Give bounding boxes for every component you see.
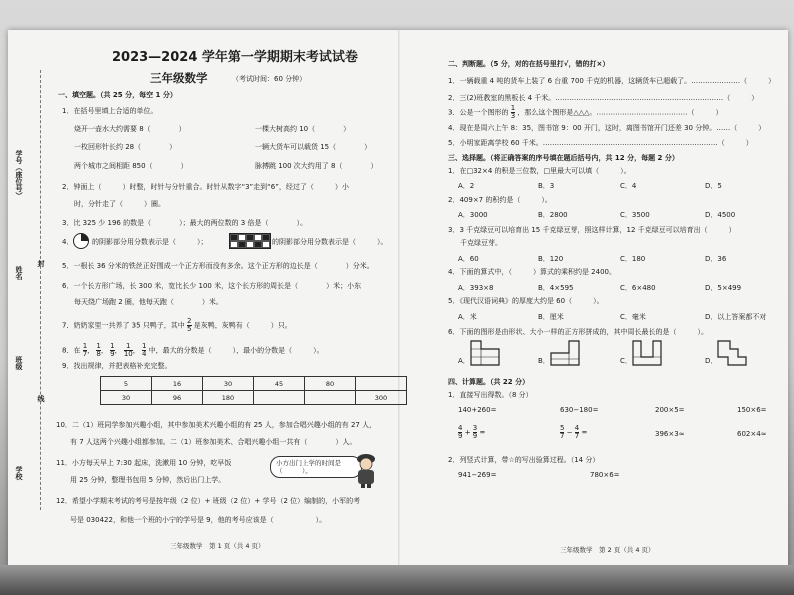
table-cell: 96 — [152, 391, 203, 405]
calc-item: 150×6= — [737, 406, 767, 414]
q1-item: 一辆大货车可以载货 15（ ） — [255, 143, 372, 151]
question-5: 5．一根长 36 分米的铁丝正好围成一个正方形而没有多余。这个正方形的边长是（ ）分米。 — [62, 262, 374, 270]
question-10-line1: 10．二（1）班同学参加兴趣小组，其中参加美术兴趣小组的有 25 人，参加合唱兴趣小组的有 27 人， — [56, 421, 377, 429]
q8-fraction: $\frac{1}{7}$ — [82, 342, 88, 358]
question-4-num: 4． — [62, 238, 74, 246]
choice-option: C．6×480 — [620, 284, 656, 292]
q7-text-a: 7．奶奶家里一共养了 35 只鸭子，其中 — [62, 321, 185, 330]
choice-option: C．3500 — [620, 211, 650, 219]
q8-fraction: $\frac{1}{8}$ — [96, 342, 101, 358]
calc-2: 2．列竖式计算，带☆的写出验算过程。（14 分） — [448, 456, 600, 464]
j3-text-a: 3．公是一个图形的 — [448, 108, 509, 117]
calc-fraction-add: $\frac{4}{9}$ + $\frac{3}{9}$ = — [458, 424, 486, 440]
q8-fraction: $\frac{1}{10}$ — [123, 342, 133, 358]
table-cell — [305, 391, 356, 405]
u-shape-figure-c — [632, 340, 662, 366]
choice-1: 1．在□32×4 的积是三位数，□里最大可以填（ ）。 — [448, 167, 631, 175]
question-11-line1: 11．小方每天早上 7:30 起床，洗漱用 10 分钟，吃早饭 — [56, 459, 232, 467]
choice-option: A．米 — [458, 313, 477, 321]
choice-option: A． — [458, 357, 470, 365]
page-footer-1: 三年级数学 第 1 页（共 4 页） — [170, 542, 265, 550]
seal-char: 封 — [37, 260, 45, 267]
q8-text-a: 8．在 — [62, 346, 81, 355]
table-cell: 5 — [101, 377, 152, 391]
judge-3 — [448, 105, 723, 120]
exam-subject: 三年级数学 — [150, 71, 208, 85]
choice-5: 5．《现代汉语词典》的厚度大约是 60（ ）。 — [448, 297, 604, 305]
choice-option: D． — [705, 357, 718, 365]
j3-fraction: $\frac{1}{3}$ — [510, 104, 516, 120]
l-shape-figure-a — [470, 340, 500, 366]
question-4-part2: 的阴影部分用分数表示是（ ）。 — [272, 238, 388, 246]
choice-3-line1: 3．3 千克绿豆可以培育出 15 千克绿豆芽，照这样计算，12 千克绿豆可以培育出（ ） — [448, 226, 736, 234]
judge-2: 2．三(2)班教室的黑板长 4 千米。………………………………………………………………（ ） — [448, 94, 759, 102]
q8-fraction: $\frac{1}{4}$ — [141, 342, 147, 358]
q1-item: 脉搏跳 100 次大约用了 8（ ） — [255, 162, 378, 170]
question-10-line2: 有 7 人这两个兴趣小组都参加。二（1）班参加美术、合唱兴趣小组一共有（ ）人。 — [70, 438, 357, 446]
question-6-line1: 6．一个长方形广场，长 300 米，宽比长少 100 米，这个长方形的周长是（ ）米；小东 — [62, 282, 362, 290]
calc-item: 602×4≈ — [737, 430, 767, 438]
step-shape-figure-b — [550, 340, 580, 366]
judge-4: 4．现在是周六上午 8：35，图书馆 9：00 开门，这时，离图书馆开门还差 30 分钟。……（ ） — [448, 124, 766, 132]
question-12-line1: 12．希望小学期末考试的考号是按年级（2 位）+ 班级（2 位）+ 学号（2 位）编制的，小军的考 — [56, 497, 361, 505]
table-cell: 16 — [152, 377, 203, 391]
table-row — [101, 391, 407, 405]
table-cell: 80 — [305, 377, 356, 391]
q7-text-b: 是灰鸭，灰鸭有（ ）只。 — [193, 321, 292, 330]
choice-4: 4．下面的算式中，（ ）算式的乘积约是 2400。 — [448, 268, 616, 276]
choice-option: B．3 — [538, 182, 555, 190]
choice-option: B．120 — [538, 255, 564, 263]
table-cell — [356, 377, 407, 391]
choice-option: D．以上答案都不对 — [705, 313, 767, 321]
student-name-label: 姓名 — [15, 266, 23, 280]
question-9: 9．找出规律，并把表格补充完整。 — [62, 362, 172, 370]
question-4-part1: 的阴影部分用分数表示是（ ）； — [92, 238, 208, 246]
class-label: 班级 — [15, 356, 23, 370]
choice-option: D．4500 — [705, 211, 736, 219]
table-cell: 45 — [254, 377, 305, 391]
school-label: 学校 — [15, 466, 23, 480]
choice-option: A．3000 — [458, 211, 488, 219]
choice-option: B． — [538, 357, 550, 365]
q1-item: 烧开一壶水大约需要 8（ ） — [74, 125, 186, 133]
calc-vertical: 941−269= — [458, 471, 497, 479]
choice-option: A．393×8 — [458, 284, 494, 292]
question-12-line2: 号是 030422，和他一个班的小宁的学号是 9，他的考号应该是（ ）。 — [70, 516, 327, 524]
page-fold — [398, 30, 400, 570]
choice-option: D．5×499 — [705, 284, 742, 292]
choice-option: A．60 — [458, 255, 479, 263]
seal-line — [40, 70, 41, 510]
choice-option: C．毫米 — [620, 313, 646, 321]
z-shape-figure-d — [717, 340, 747, 366]
calc-item: 630−180= — [560, 406, 599, 414]
calc-fraction-sub: $\frac{5}{7}$ − $\frac{4}{7}$ = — [560, 424, 588, 440]
exam-title: 2023—2024 学年第一学期期末考试试卷 — [112, 50, 358, 65]
calc-item: 200×5= — [655, 406, 685, 414]
q1-item: 两个城市之间相距 850（ ） — [74, 162, 188, 170]
table-edge — [0, 565, 794, 595]
q8-fraction: $\frac{1}{9}$ — [110, 342, 115, 358]
choice-option: D．5 — [705, 182, 722, 190]
pie-shaded-figure — [73, 233, 89, 249]
exam-time: （考试时间：60 分钟） — [232, 75, 307, 83]
grid-shaded-figure — [229, 233, 271, 249]
choice-option: C．4 — [620, 182, 637, 190]
question-7 — [62, 318, 292, 333]
j3-text-b: ，那么这个图形是△△△。…………………………………（ ） — [517, 108, 723, 117]
question-3: 3．比 325 少 196 的数是（ ）；最大的两位数的 3 倍是（ ）。 — [62, 219, 307, 227]
choice-6: 6．下面的图形是由形状、大小一样的正方形拼成的，其中周长最长的是（ ）。 — [448, 328, 708, 336]
choice-option: C． — [620, 357, 632, 365]
calc-item: 396×3≈ — [655, 430, 685, 438]
table-cell: 30 — [101, 391, 152, 405]
question-2-line1: 2．钟面上（ ）时整，时针与分针重合。时针从数字“3”走到“6”，经过了（ ）小 — [62, 183, 349, 191]
table-cell: 300 — [356, 391, 407, 405]
question-11-line2: 用 25 分钟，整理书包用 5 分钟，然后出门上学。 — [70, 476, 226, 484]
question-8: 8．在 $\frac{1}{7}$ ， $\frac{1}{8}$ ， $\frac{1}{9}$ ， $\frac{1}{10}$ ， $\frac{1}{4}$ 中，最大的分数是（ ），最小的分数是（ ）。 — [62, 342, 324, 358]
choice-option: A．2 — [458, 182, 475, 190]
q1-item: 一棵大树高约 10（ ） — [255, 125, 351, 133]
student-cartoon-icon — [352, 452, 380, 488]
section1-heading: 一、填空题。（共 25 分，每空 1 分） — [58, 91, 177, 99]
q1-item: 一枚回形针长约 28（ ） — [74, 143, 177, 151]
section3-heading: 三、选择题。（将正确答案的序号填在题后括号内，共 12 分，每题 2 分） — [448, 154, 679, 162]
choice-option: B．厘米 — [538, 313, 564, 321]
q7-fraction: $\frac{2}{5}$ — [187, 317, 192, 333]
table-row — [101, 377, 407, 391]
q8-text-b: 中，最大的分数是（ ），最小的分数是（ ）。 — [148, 346, 324, 355]
judge-5: 5．小明家距离学校 60 千米。…………………………………………………………………（ ） — [448, 139, 753, 147]
pattern-table — [100, 376, 407, 405]
choice-option: B．4×595 — [538, 284, 574, 292]
calc-1: 1．直接写出得数。（8 分） — [448, 391, 533, 399]
judge-1: 1．一辆载重 4 吨的货车上装了 6 台重 700 千克的机器，这辆货车已超载了。…………………（ ） — [448, 77, 776, 85]
question-2-line2: 时，分针走了（ ）圈。 — [74, 200, 165, 208]
line-char: 线 — [37, 395, 45, 402]
choice-option: B．2800 — [538, 211, 568, 219]
choice-2: 2．409×7 的积约是（ ）。 — [448, 196, 552, 204]
choice-3-line2: 千克绿豆芽。 — [460, 239, 502, 247]
page-footer-2: 三年级数学 第 2 页（共 4 页） — [560, 546, 655, 554]
section2-heading: 二、判断题。（5 分，对的在括号里打√，错的打×） — [448, 60, 610, 68]
section4-heading: 四、计算题。（共 22 分） — [448, 378, 530, 386]
table-cell — [254, 391, 305, 405]
question-6-line2: 每天绕广场跑 2 圈，他每天跑（ ）米。 — [74, 298, 223, 306]
question-1: 1．在括号里填上合适的单位。 — [62, 107, 158, 115]
seat-number-label: 学号（座位号） — [15, 150, 23, 199]
calc-item: 140+260= — [458, 406, 497, 414]
table-cell: 30 — [203, 377, 254, 391]
speech-bubble: 小方出门上学的时间是（ ）。 — [270, 456, 362, 478]
choice-option: C．180 — [620, 255, 646, 263]
calc-vertical: 780×6= — [590, 471, 620, 479]
choice-option: D．36 — [705, 255, 727, 263]
table-cell: 180 — [203, 391, 254, 405]
